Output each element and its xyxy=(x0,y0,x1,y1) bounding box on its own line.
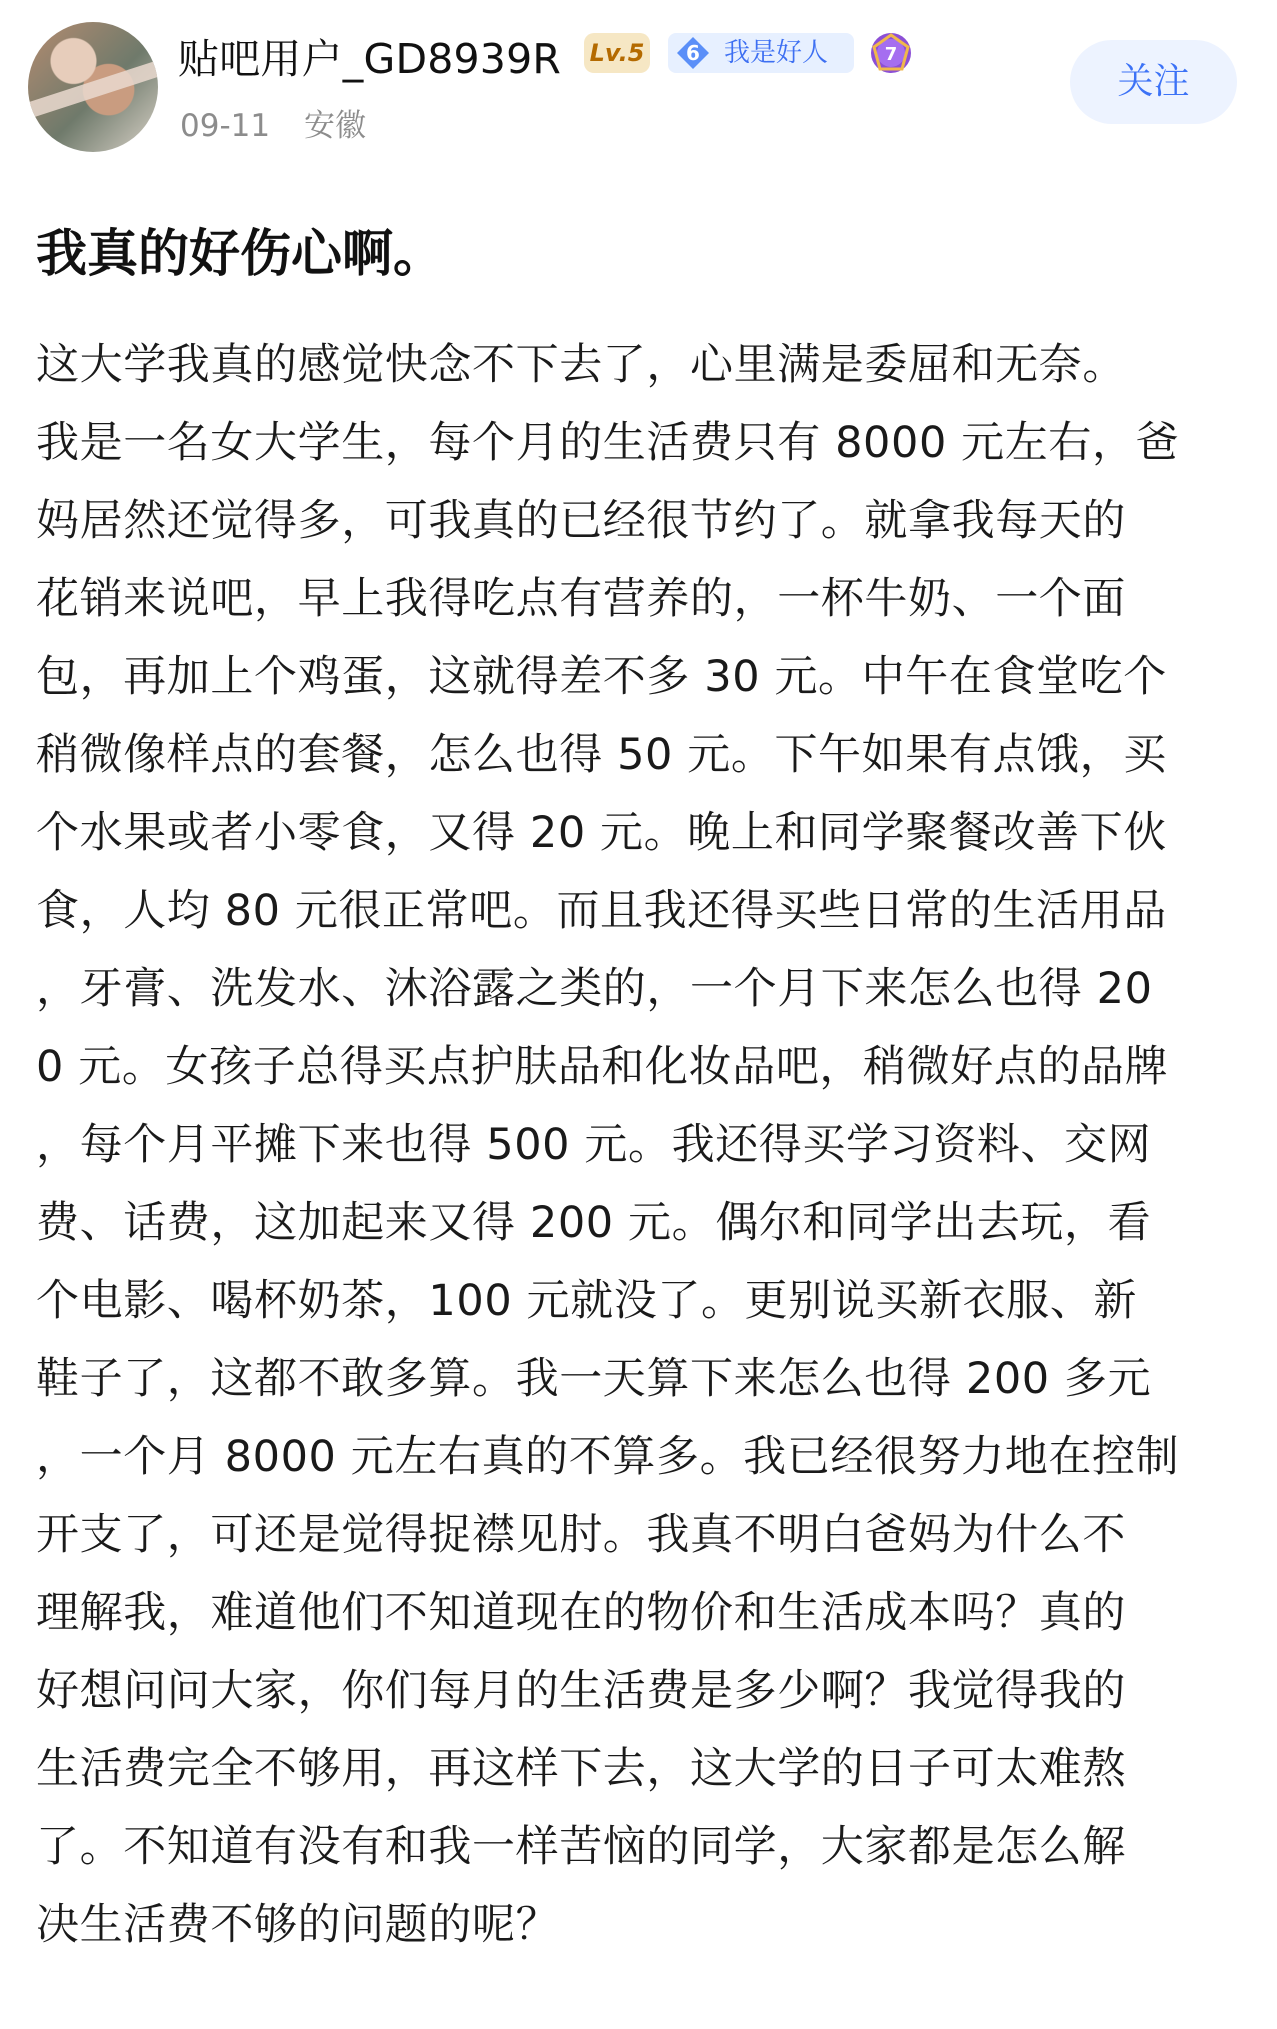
body-line: 食，人均 80 元很正常吧。而且我还得买些日常的生活用品 xyxy=(36,886,1167,936)
body-line: 理解我，难道他们不知道现在的物价和生活成本吗？真的 xyxy=(36,1588,1126,1638)
body-line: 这大学我真的感觉快念不下去了，心里满是委屈和无奈。 xyxy=(36,340,1126,390)
follow-button[interactable]: 关注 xyxy=(1070,40,1237,124)
post-date: 09-11 xyxy=(180,108,271,144)
body-line: 0 元。女孩子总得买点护肤品和化妆品吧，稍微好点的品牌 xyxy=(36,1042,1169,1092)
level-badge: Lv.5 xyxy=(584,33,650,73)
author-avatar[interactable] xyxy=(28,22,158,152)
medal-number: 7 xyxy=(884,44,898,65)
body-line: 个水果或者小零食，又得 20 元。晚上和同学聚餐改善下伙 xyxy=(36,808,1167,858)
body-line: 花销来说吧，早上我得吃点有营养的，一杯牛奶、一个面 xyxy=(36,574,1126,624)
good-person-badge xyxy=(668,33,854,73)
body-line: 个电影、喝杯奶茶，100 元就没了。更别说买新衣服、新 xyxy=(36,1276,1137,1326)
body-line: 好想问问大家，你们每月的生活费是多少啊？我觉得我的 xyxy=(36,1666,1126,1716)
body-line: 了。不知道有没有和我一样苦恼的同学，大家都是怎么解 xyxy=(36,1822,1126,1872)
body-line: 稍微像样点的套餐，怎么也得 50 元。下午如果有点饿，买 xyxy=(36,730,1167,780)
author-name[interactable]: 贴吧用户_GD8939R xyxy=(178,35,562,83)
body-line: 决生活费不够的问题的呢？ xyxy=(36,1900,560,1950)
body-line: 开支了，可还是觉得捉襟见肘。我真不明白爸妈为什么不 xyxy=(36,1510,1126,1560)
good-badge-number: 6 xyxy=(686,41,700,65)
body-line: 妈居然还觉得多，可我真的已经很节约了。就拿我每天的 xyxy=(36,496,1126,546)
body-line: 我是一名女大学生，每个月的生活费只有 8000 元左右，爸 xyxy=(36,418,1180,468)
body-line: 生活费完全不够用，再这样下去，这大学的日子可太难熬 xyxy=(36,1744,1126,1794)
avatar-photo-detail xyxy=(28,56,158,121)
body-line: 包，再加上个鸡蛋，这就得差不多 30 元。中午在食堂吃个 xyxy=(36,652,1167,702)
body-line: 费、话费，这加起来又得 200 元。偶尔和同学出去玩，看 xyxy=(36,1198,1152,1248)
good-badge-label: 我是好人 xyxy=(724,38,829,68)
body-line: ，一个月 8000 元左右真的不算多。我已经很努力地在控制 xyxy=(36,1432,1180,1482)
body-line: 鞋子了，这都不敢多算。我一天算下来怎么也得 200 多元 xyxy=(36,1354,1152,1404)
body-line: ，每个月平摊下来也得 500 元。我还得买学习资料、交网 xyxy=(36,1120,1152,1170)
post-location: 安徽 xyxy=(303,108,366,144)
medal-icon xyxy=(868,31,914,77)
post-title: 我真的好伤心啊。 xyxy=(36,225,445,284)
post-body xyxy=(36,326,1241,1964)
body-line: ，牙膏、洗发水、沐浴露之类的，一个月下来怎么也得 20 xyxy=(36,964,1153,1014)
post-meta xyxy=(180,100,390,145)
